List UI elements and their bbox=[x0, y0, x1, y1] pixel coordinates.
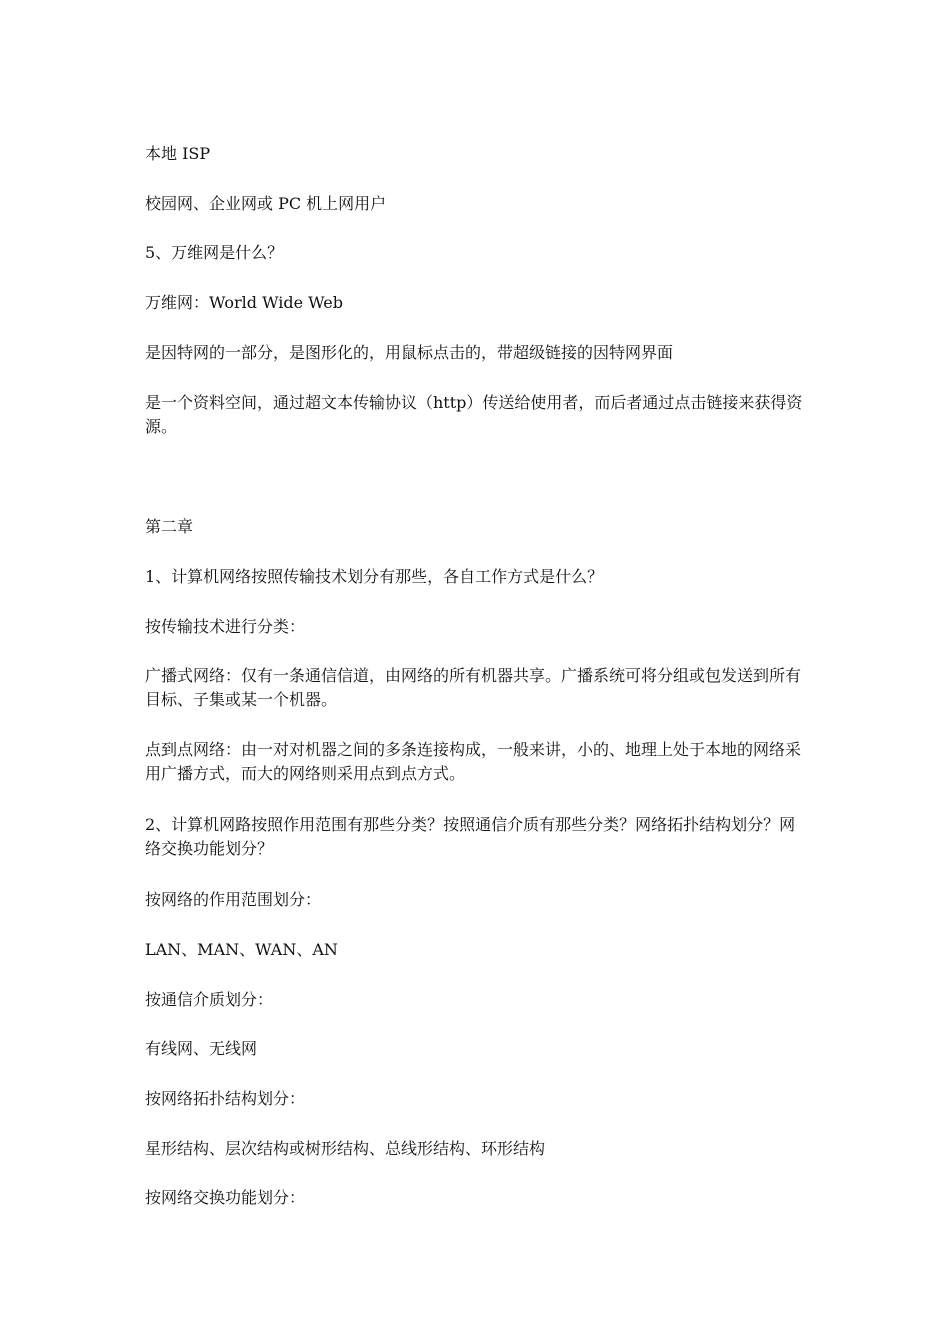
paragraph-www-resource-space: 是一个资料空间，通过超文本传输协议（http）传送给使用者，而后者通过点击链接来获得资源。 bbox=[145, 393, 803, 436]
paragraph-medium-types: 有线网、无线网 bbox=[145, 1039, 258, 1058]
paragraph-by-scope: 按网络的作用范围划分： bbox=[145, 890, 322, 909]
paragraph-campus-users: 校园网、企业网或 PC 机上网用户 bbox=[145, 194, 387, 213]
question-2-heading: 2、计算机网路按照作用范围有那些分类？按照通信介质有那些分类？网络拓扑结构划分？网络交换功能划分？ bbox=[145, 815, 796, 858]
paragraph-www-description: 是因特网的一部分，是图形化的，用鼠标点击的，带超级链接的因特网界面 bbox=[145, 343, 674, 362]
paragraph-by-transmission: 按传输技术进行分类： bbox=[145, 617, 306, 636]
paragraph-by-topology: 按网络拓扑结构划分： bbox=[145, 1089, 306, 1108]
paragraph-broadcast-network: 广播式网络：仅有一条通信信道，由网络的所有机器共享。广播系统可将分组或包发送到所有目标、子集或某一个机器。 bbox=[145, 666, 802, 709]
chapter-2-heading: 第二章 bbox=[145, 517, 194, 536]
paragraph-scope-types: LAN、MAN、WAN、AN bbox=[145, 940, 338, 959]
paragraph-local-isp: 本地 ISP bbox=[145, 144, 211, 163]
paragraph-by-switching: 按网络交换功能划分： bbox=[145, 1188, 306, 1207]
paragraph-point-to-point: 点到点网络：由一对对机器之间的多条连接构成，一般来讲，小的、地理上处于本地的网络采用广播方式，而大的网络则采用点到点方式。 bbox=[145, 740, 802, 783]
question-5-heading: 5、万维网是什么？ bbox=[145, 243, 284, 262]
paragraph-www-name: 万维网：World Wide Web bbox=[145, 293, 344, 312]
question-1-heading: 1、计算机网络按照传输技术划分有那些，各自工作方式是什么？ bbox=[145, 567, 604, 586]
paragraph-topology-types: 星形结构、层次结构或树形结构、总线形结构、环形结构 bbox=[145, 1139, 546, 1158]
paragraph-by-medium: 按通信介质划分： bbox=[145, 990, 274, 1009]
